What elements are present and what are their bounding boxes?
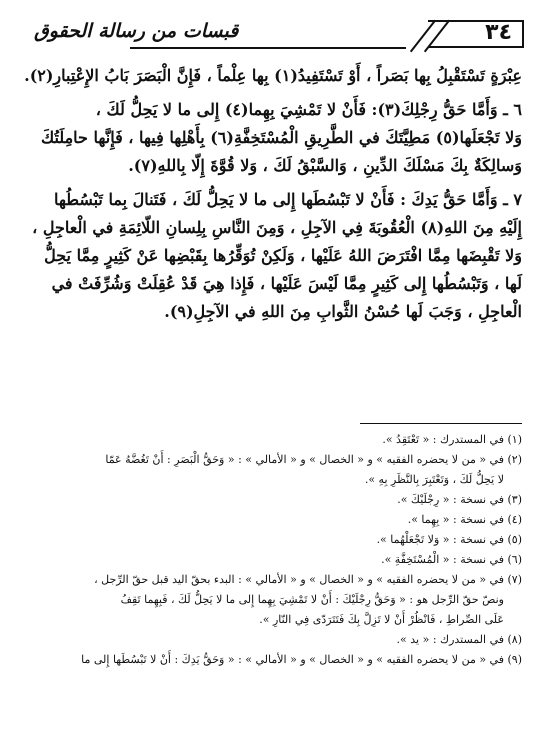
footnote: (٣) في نسخة : « رِجْلَيْكَ ». bbox=[397, 493, 522, 506]
footnote: (٤) في نسخة : « بِهِما ». bbox=[407, 513, 522, 526]
text-line: إِلَيْهِ مِنَ اللهِ(٨) الْعُقُوبَةَ فِي الآجِلِ ، وَمِنَ النَّاسِ بِلِسانِ اللّائِمَةِ في الْعاجِلِ ، bbox=[32, 218, 522, 237]
footnote: (٨) في المستدرك : « يد ». bbox=[396, 633, 522, 646]
page-number-frame bbox=[428, 20, 524, 48]
footnote-continuation: ونصّ حقّ الرِّجل هو : « وَحَقُّ رِجْلَيْكَ : أَنْ لا تَمْشِيَ بِهِما إِلى ما لا يَحِلُّ لَكَ ، فَبِهِما تَقِفُ bbox=[120, 593, 504, 606]
footnote-continuation: لا يَحِلُّ لَكَ ، وَتَعْتَبِرَ بِالنَّظَرِ بِهِ ». bbox=[364, 473, 504, 486]
text-line: لَها ، وَتَبْسُطُها إِلى كَثِيرٍ مِمَّا لَيْسَ عَلَيْها ، فَإِذا هِيَ قَدْ عُقِلَتْ وَشُرِّفَتْ في bbox=[51, 274, 522, 293]
footnote: (٢) في « من لا يحضره الفقيه » و « الخصال » و « الأمالي » : « وَحَقُّ الْبَصَرِ : أَنْ تَغُضَّهُ عَمّا bbox=[105, 453, 522, 466]
text-line: عِبْرَةٍ تَسْتَقْبِلُ بِها بَصَراً ، أَوْ تَسْتَفِيدُ(١) بِها عِلْماً ، فَإِنَّ الْبَصَرَ بَابُ الإِعْتِبارِ(٢). bbox=[24, 66, 522, 85]
main-text bbox=[24, 62, 522, 326]
footnote: (٩) في « من لا يحضره الفقيه » و « الخصال » و « الأمالي » : « وَحَقُّ يَدِكَ : أَنْ لا تَبْسُطَها إِلى ما bbox=[81, 653, 522, 666]
text-line: الْعاجِلِ ، وَجَبَ لَها حُسْنُ الثَّوابِ مِنَ اللهِ في الآجِلِ(٩). bbox=[164, 302, 522, 321]
footnote-continuation: عَلَى الصِّراطِ ، فَانْظُرْ أَنْ لا تَزِلَّ بِكَ فَتَتَرَدّى فِي النّارِ ». bbox=[259, 613, 504, 626]
page-header bbox=[30, 14, 524, 54]
page-number: ٣٤ bbox=[485, 20, 512, 45]
footnote: (٦) في نسخة : « الْمُسْتَخِفَّةِ ». bbox=[381, 553, 522, 566]
text-line: ٦ ـ وَأَمَّا حَقُّ رِجْلِكَ(٣): فَأَنْ لا تَمْشِيَ بِهِما(٤) إِلى ما لا يَحِلُّ لَكَ ، bbox=[95, 100, 522, 119]
footnote: (٧) في « من لا يحضره الفقيه » و « الخصال » و « الأمالي » : البدء بحقّ اليد قبل حقّ الرِّجل ، bbox=[94, 573, 522, 586]
footnote-separator bbox=[360, 423, 522, 424]
text-line: وَلا تَجْعَلَها(٥) مَطِيَّتَكَ في الطَّرِيقِ الْمُسْتَخِفَّةِ(٦) بِأَهْلِها فِيها ، فَإِنَّها حامِلَتُكَ bbox=[40, 128, 522, 147]
text-line: وَلا تَقْبِضَها مِمَّا افْتَرَضَ اللهُ عَلَيْها ، وَلَكِنْ تُوَقِّرُها بِقَبْضِها عَنْ كَثِيرٍ مِمَّا يَحِلُّ bbox=[44, 246, 522, 265]
footnotes bbox=[30, 430, 522, 670]
footnote: (٥) في نسخة : « وَلا تَجْعَلْهُما ». bbox=[376, 533, 522, 546]
footnote: (١) في المستدرك : « تَعْتَقِدُ ». bbox=[382, 433, 522, 446]
running-title: قبسات من رسالة الحقوق bbox=[34, 20, 239, 42]
text-line: وَسالِكَةٌ بِكَ مَسْلَكَ الدِّينِ ، وَالسَّبْقُ لَكَ ، وَلا قُوَّةَ إِلّا بِاللهِ(٧). bbox=[128, 156, 522, 175]
header-rule bbox=[130, 47, 406, 49]
text-line: ٧ ـ وَأَمَّا حَقُّ يَدِكَ : فَأَنْ لا تَبْسُطَها إِلى ما لا يَحِلُّ لَكَ ، فَتَنالَ بِما تَبْسُطُها bbox=[53, 190, 522, 209]
